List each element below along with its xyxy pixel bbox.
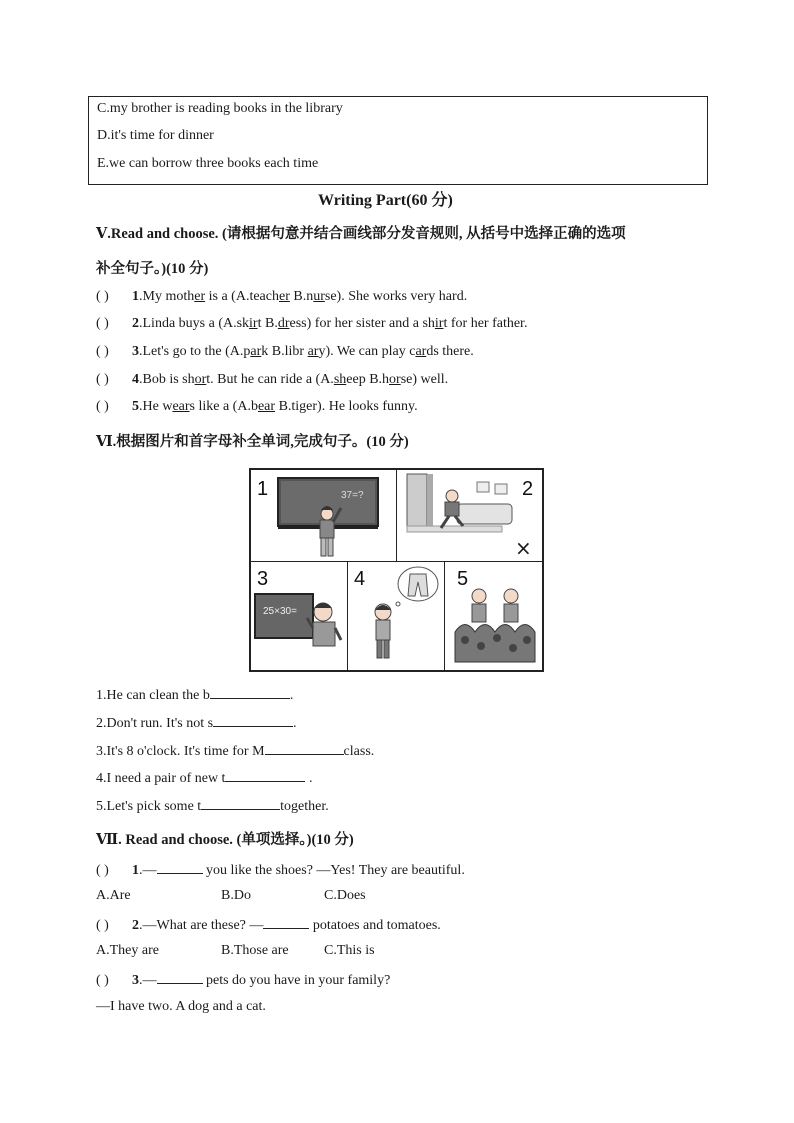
panel-1 xyxy=(250,469,397,562)
s6-item-3: 3.It's 8 o'clock. It's time for M class. xyxy=(96,744,375,759)
panel-number: 1 xyxy=(257,478,269,500)
s7-q1-option-c: C.Does xyxy=(324,888,366,903)
s5-item-1: ( ) 1.My mother is a (A.teacher B.nurse). She works very hard. xyxy=(96,289,468,304)
s6-item-4: 4.I need a pair of new t . xyxy=(96,771,313,786)
answer-blank[interactable] xyxy=(225,769,305,782)
answer-blank xyxy=(263,916,309,929)
s6-item-1: 1.He can clean the b . xyxy=(96,688,294,703)
item-number: 4 xyxy=(132,372,139,387)
item-number: 1 xyxy=(132,863,139,878)
answer-paren[interactable]: ( ) xyxy=(96,973,109,988)
item-number: 2 xyxy=(132,918,139,933)
answer-blank xyxy=(157,971,203,984)
answer-paren[interactable]: ( ) xyxy=(96,289,109,304)
answer-blank xyxy=(157,861,203,874)
panel-number: 4 xyxy=(354,568,366,590)
writing-part-title: Writing Part(60 分) xyxy=(318,192,453,209)
panel-number: 3 xyxy=(257,568,269,590)
answer-paren[interactable]: ( ) xyxy=(96,399,109,414)
section-5-heading: Ⅴ.Read and choose. (请根据句意并结合画线部分发音规则, 从括号中选择正确的选项 xyxy=(96,226,626,242)
item-number: 3 xyxy=(132,973,139,988)
answer-paren[interactable]: ( ) xyxy=(96,918,109,933)
answer-paren[interactable]: ( ) xyxy=(96,316,109,331)
s6-item-5: 5.Let's pick some t together. xyxy=(96,799,329,814)
section-6-heading: Ⅵ.根据图片和首字母补全单词,完成句子。(10 分) xyxy=(96,434,409,450)
s7-q2-option-c: C.This is xyxy=(324,943,375,958)
s6-item-2: 2.Don't run. It's not s . xyxy=(96,716,297,731)
s5-item-5: ( ) 5.He wears like a (A.bear B.tiger). He looks funny. xyxy=(96,399,418,414)
answer-paren[interactable]: ( ) xyxy=(96,372,109,387)
s7-q2-option-a: A.They are xyxy=(96,943,159,958)
s5-item-2: ( ) 2.Linda buys a (A.skirt B.dress) for her sister and a shirt for her father. xyxy=(96,316,528,331)
section-7-heading: Ⅶ. Read and choose. (单项选择。)(10 分) xyxy=(96,832,354,848)
s7-q2: ( ) 2.—What are these? — potatoes and tomatoes. xyxy=(96,918,441,933)
section-5-heading-cont: 补全句子。)(10 分) xyxy=(96,261,209,277)
girl-thinking-of-trousers-illustration xyxy=(348,562,445,671)
answer-blank[interactable] xyxy=(265,742,344,755)
answer-paren[interactable]: ( ) xyxy=(96,863,109,878)
children-picking-tomatoes-illustration xyxy=(445,562,543,671)
panel-5 xyxy=(444,561,543,671)
option-e: E.we can borrow three books each time xyxy=(97,156,319,171)
picture-grid xyxy=(249,468,544,672)
s7-q3: ( ) 3.— pets do you have in your family? xyxy=(96,973,391,988)
answer-blank[interactable] xyxy=(210,686,290,699)
panel-2 xyxy=(396,469,543,562)
s7-q1-option-a: A.Are xyxy=(96,888,131,903)
option-d: D.it's time for dinner xyxy=(97,128,214,143)
answer-blank[interactable] xyxy=(213,714,293,727)
cross-mark: × xyxy=(515,536,532,560)
answer-blank[interactable] xyxy=(201,797,280,810)
s5-item-4: ( ) 4.Bob is short. But he can ride a (A.sheep B.horse) well. xyxy=(96,372,449,387)
panel-4 xyxy=(347,561,445,671)
board-equation: 37=? xyxy=(341,490,364,501)
s5-item-3: ( ) 3.Let's go to the (A.park B.libr ary). We can play cards there. xyxy=(96,344,474,359)
panel-number: 5 xyxy=(457,568,469,590)
item-number: 3 xyxy=(132,344,139,359)
panel-3 xyxy=(250,561,348,671)
item-number: 5 xyxy=(132,399,139,414)
s7-q1: ( ) 1.— you like the shoes? —Yes! They are beautiful. xyxy=(96,863,465,878)
panel-number: 2 xyxy=(522,478,534,500)
options-box xyxy=(88,96,708,185)
board-equation: 25×30= xyxy=(263,606,297,617)
boy-at-blackboard-illustration xyxy=(251,470,397,562)
option-c: C.my brother is reading books in the library xyxy=(97,101,343,116)
item-number: 1 xyxy=(132,289,139,304)
s7-q1-option-b: B.Do xyxy=(221,888,251,903)
item-number: 2 xyxy=(132,316,139,331)
s7-q2-option-b: B.Those are xyxy=(221,943,289,958)
s7-q3-answer: —I have two. A dog and a cat. xyxy=(96,999,266,1014)
answer-paren[interactable]: ( ) xyxy=(96,344,109,359)
